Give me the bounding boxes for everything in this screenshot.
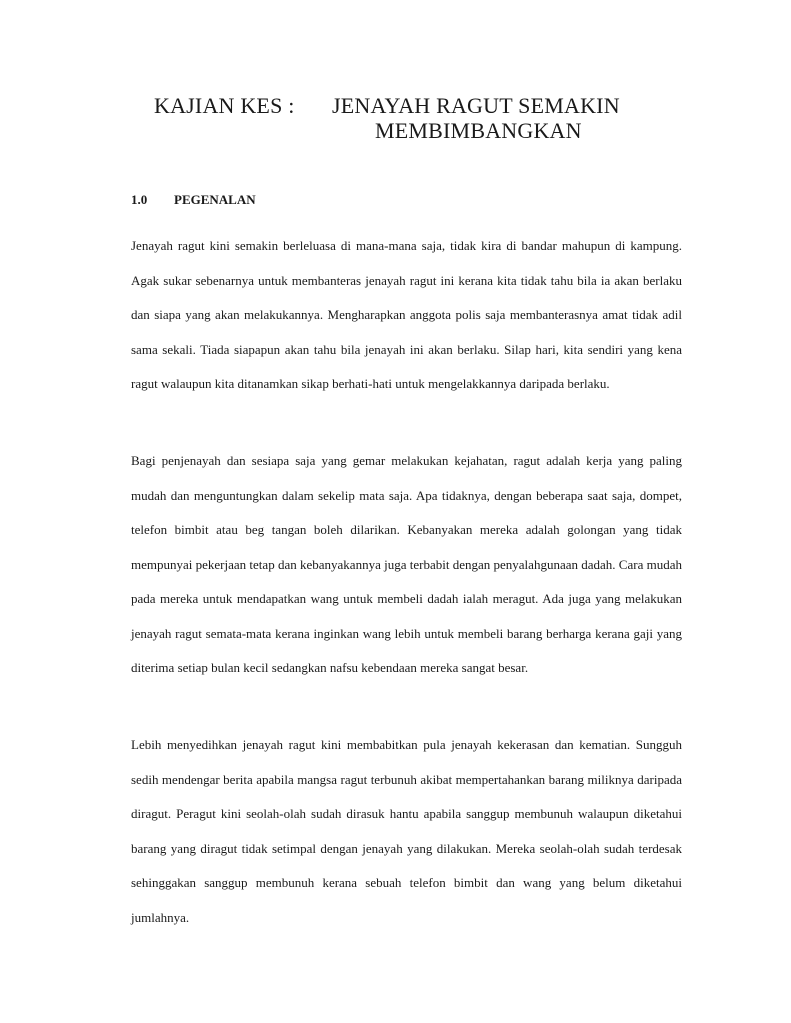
title-label: KAJIAN KES :	[154, 93, 295, 118]
title-main-line-1: JENAYAH RAGUT SEMAKIN	[332, 93, 620, 118]
section-title: PEGENALAN	[174, 192, 256, 207]
paragraph-3: Lebih menyedihkan jenayah ragut kini membabitkan pula jenayah kekerasan dan kematian. Sungguh sedih mendengar berita apabila mangsa ragut terbunuh akibat mempertahankan barang miliknya daripada diragut. Peragut kini seolah-olah sudah dirasuk hantu apabila sanggup membunuh walaupun diketahui barang yang diragut tidak setimpal dengan jenayah yang dilakukan. Mereka seolah-olah sudah terdesak sehinggakan sanggup membunuh kerana sebuah telefon bimbit dan wang yang belum diketahui jumlahnya.	[131, 737, 682, 925]
section-number: 1.0	[131, 192, 148, 207]
title-main-line-2: MEMBIMBANGKAN	[375, 118, 582, 143]
paragraph-2: Bagi penjenayah dan sesiapa saja yang gemar melakukan kejahatan, ragut adalah kerja yang paling mudah dan menguntungkan dalam sekelip mata saja. Apa tidaknya, dengan beberapa saat saja, dompet, telefon bimbit atau beg tangan boleh dilarikan. Kebanyakan mereka adalah golongan yang tidak mempunyai pekerjaan tetap dan kebanyakannya juga terbabit dengan penyalahgunaan dadah. Cara mudah pada mereka untuk mendapatkan wang untuk membeli dadah ialah meragut. Ada juga yang melakukan jenayah ragut semata-mata kerana inginkan wang lebih untuk membeli barang berharga kerana gaji yang diterima setiap bulan kecil sedangkan nafsu kebendaan mereka sangat besar.	[131, 453, 682, 675]
paragraph-1: Jenayah ragut kini semakin berleluasa di mana-mana saja, tidak kira di bandar mahupun di kampung. Agak sukar sebenarnya untuk membanteras jenayah ragut ini kerana kita tidak tahu bila ia akan berlaku dan siapa yang akan melakukannya. Mengharapkan anggota polis saja membanterasnya amat tidak adil sama sekali. Tiada siapapun akan tahu bila jenayah ini akan berlaku. Silap hari, kita sendiri yang kena ragut walaupun kita ditanamkan sikap berhati-hati untuk mengelakkannya daripada berlaku.	[131, 238, 682, 391]
